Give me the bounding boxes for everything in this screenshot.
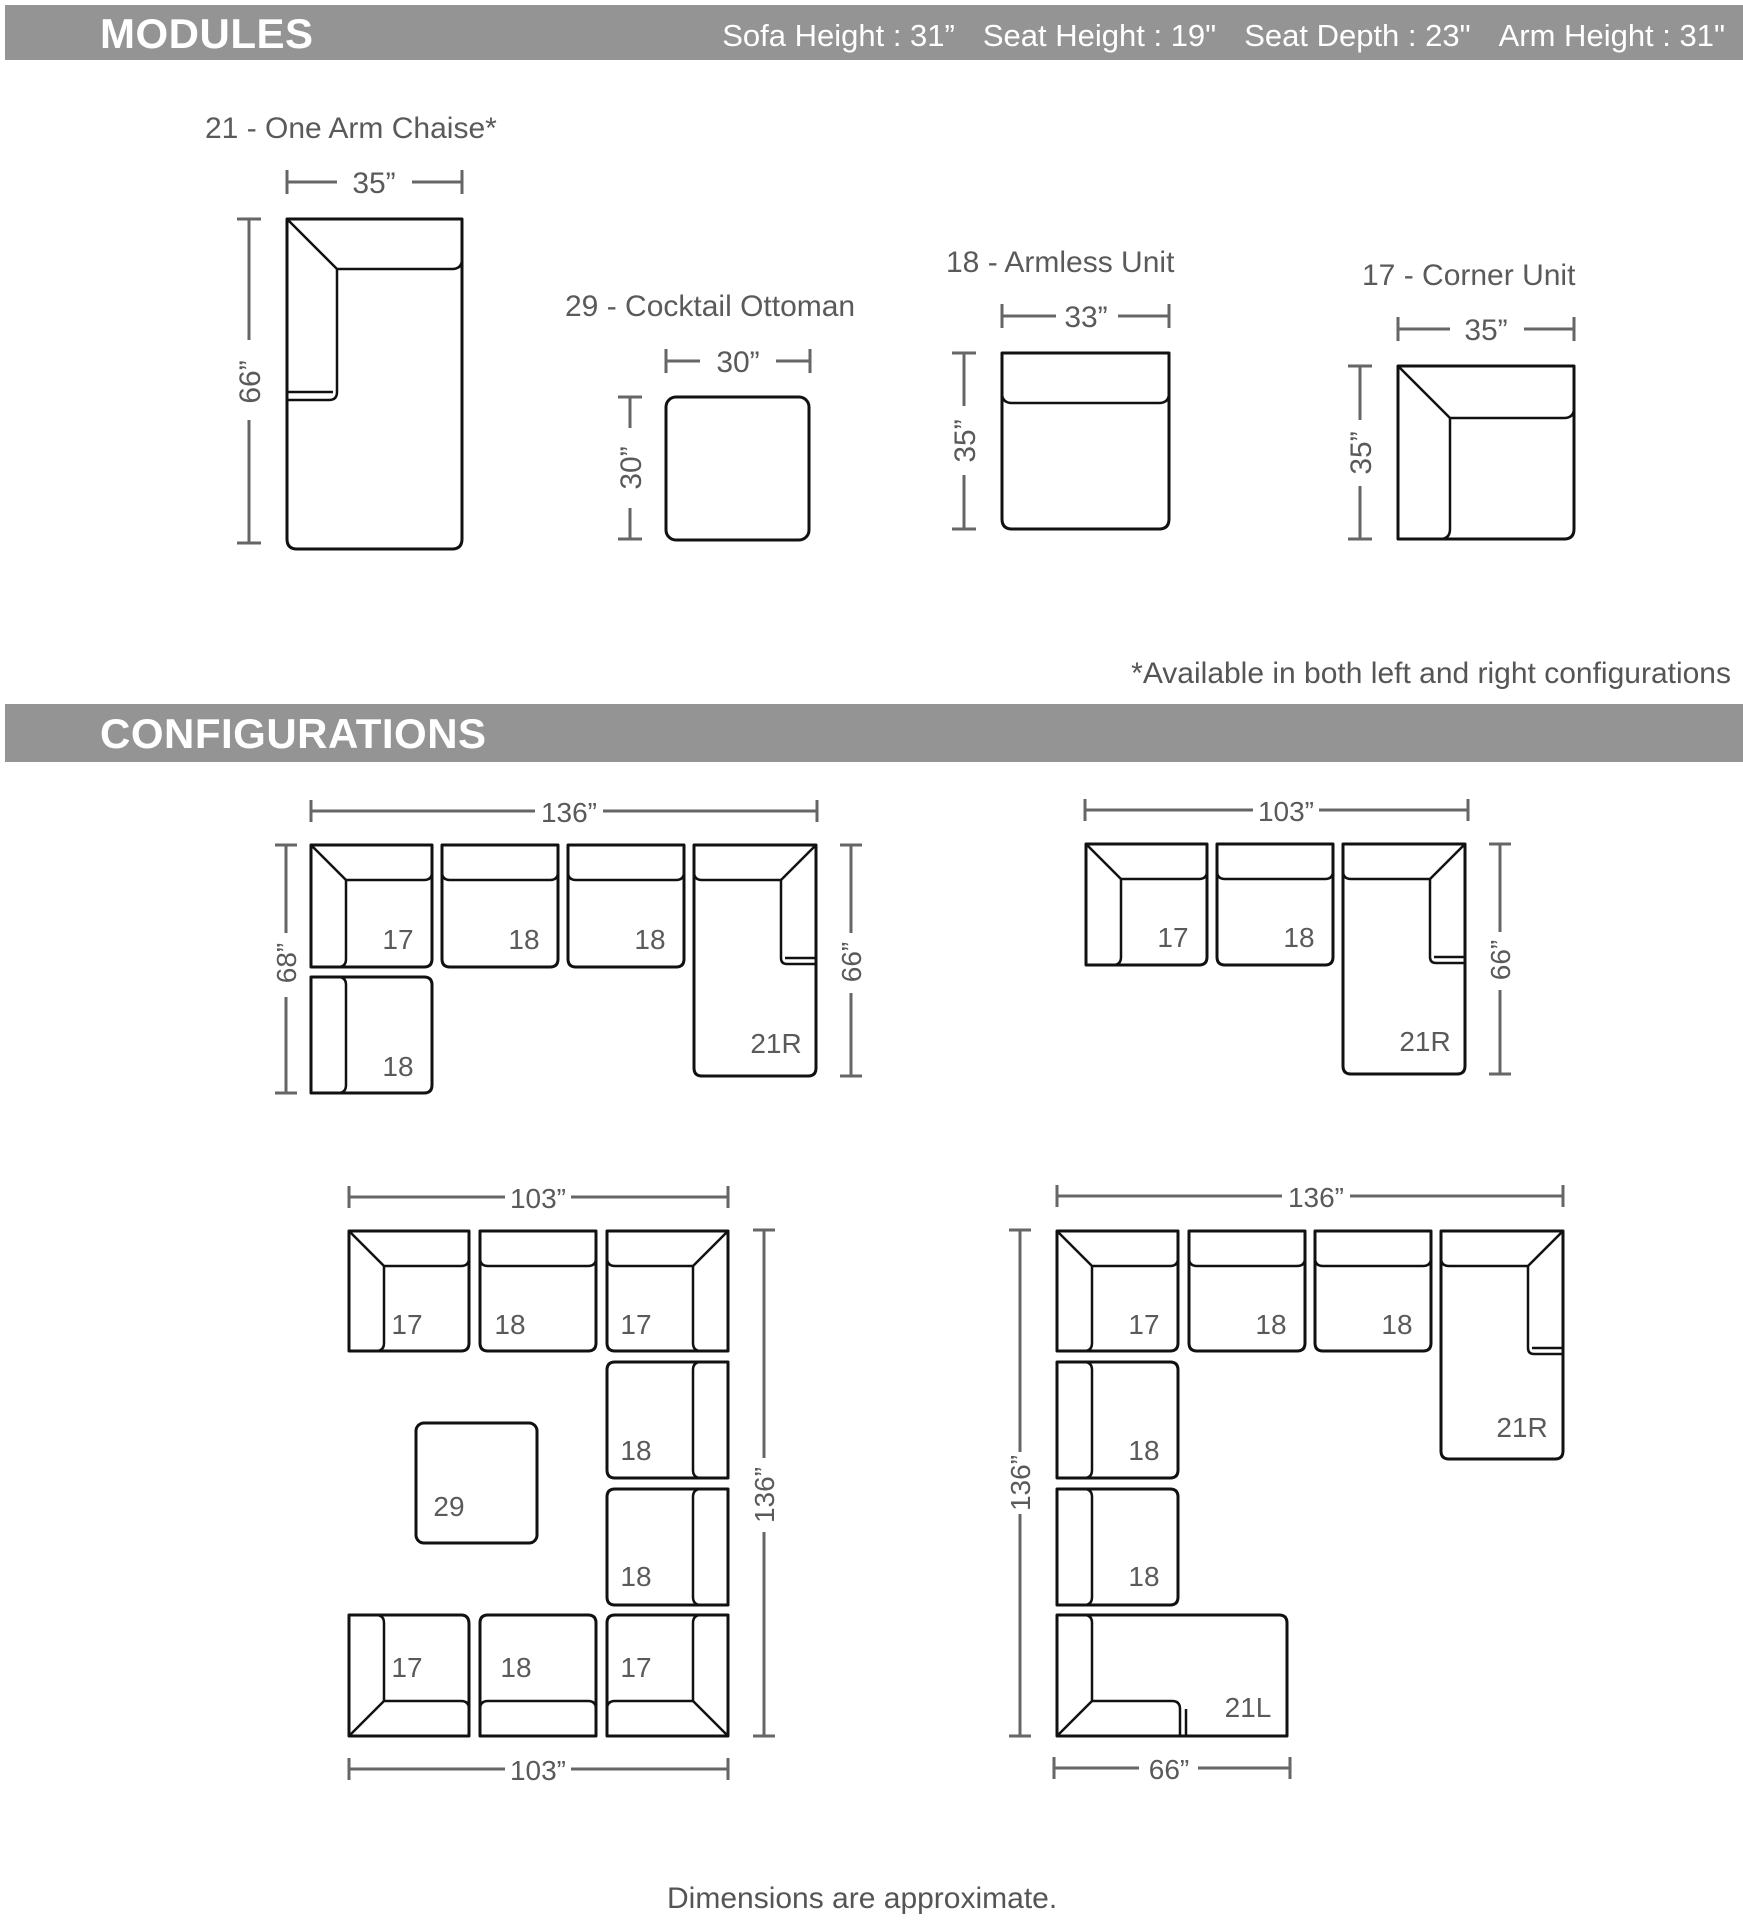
unit-21l — [1057, 1615, 1287, 1736]
unit-17 — [349, 1231, 469, 1351]
unit-label: 18 — [620, 1561, 652, 1592]
unit-17 — [311, 845, 432, 967]
chaise-shape — [287, 219, 462, 549]
unit-label: 18 — [634, 924, 666, 955]
unit-17 — [349, 1615, 469, 1736]
unit-label: 18 — [508, 924, 540, 955]
ottoman-shape — [666, 397, 809, 540]
width-dimension — [1398, 314, 1574, 347]
unit-18 — [1057, 1489, 1178, 1605]
depth-label: 30” — [615, 446, 648, 490]
module-cocktail-ottoman — [565, 290, 855, 540]
unit-18 — [1189, 1231, 1305, 1351]
unit-label: 17 — [391, 1652, 423, 1683]
unit-21r — [694, 845, 816, 1076]
width-label: 103” — [1257, 796, 1315, 827]
right-depth-label: 66” — [836, 941, 867, 983]
unit-label: 21R — [750, 1028, 802, 1059]
configuration-2 — [1085, 796, 1516, 1074]
corner-shape — [1398, 366, 1574, 539]
unit-18 — [311, 977, 432, 1093]
left-depth-dimension — [1005, 1230, 1036, 1736]
unit-label: 21R — [1496, 1412, 1548, 1443]
module-armless-unit — [946, 246, 1175, 529]
module-label: 18 - Armless Unit — [946, 246, 1175, 279]
configuration-1 — [271, 797, 867, 1093]
top-width-label: 136” — [1287, 1182, 1345, 1213]
left-depth-dimension — [271, 845, 302, 1093]
configurations-title: CONFIGURATIONS — [100, 710, 487, 757]
width-label: 33” — [1064, 301, 1108, 334]
unit-21r — [1441, 1231, 1563, 1459]
unit-18 — [1057, 1362, 1178, 1478]
module-label: 21 - One Arm Chaise* — [205, 112, 497, 145]
top-width-label: 103” — [509, 1183, 567, 1214]
unit-label: 18 — [1381, 1309, 1413, 1340]
right-depth-label: 136” — [749, 1466, 780, 1524]
width-label: 136” — [540, 797, 598, 828]
top-width-dimension — [349, 1183, 728, 1214]
bottom-width-dimension — [349, 1755, 728, 1786]
unit-label: 17 — [391, 1309, 423, 1340]
configuration-3 — [349, 1183, 780, 1786]
unit-29 — [416, 1423, 537, 1543]
unit-label: 18 — [1128, 1435, 1160, 1466]
unit-label: 21R — [1399, 1026, 1451, 1057]
depth-label: 35” — [949, 419, 982, 463]
unit-label: 17 — [620, 1309, 652, 1340]
availability-note: *Available in both left and right configurations — [1131, 657, 1731, 690]
width-label: 35” — [1464, 314, 1508, 347]
right-depth-dimension — [836, 845, 867, 1076]
unit-label: 18 — [382, 1051, 414, 1082]
width-label: 30” — [716, 346, 760, 379]
right-depth-dimension — [749, 1230, 780, 1736]
unit-label: 17 — [1128, 1309, 1160, 1340]
width-label: 35” — [352, 167, 396, 200]
unit-18 — [607, 1362, 728, 1478]
depth-dimension — [949, 353, 982, 529]
left-depth-label: 68” — [271, 942, 302, 984]
unit-label: 21L — [1224, 1692, 1272, 1723]
unit-17 — [1057, 1231, 1178, 1351]
unit-label: 18 — [1128, 1561, 1160, 1592]
right-depth-label: 66” — [1485, 939, 1516, 981]
width-dimension — [287, 167, 462, 200]
depth-dimension — [615, 397, 648, 539]
unit-label: 18 — [494, 1309, 526, 1340]
unit-label: 18 — [620, 1435, 652, 1466]
seat-depth-spec: Seat Depth : 23" — [1244, 18, 1471, 53]
depth-dimension — [234, 219, 267, 543]
modules-title: MODULES — [100, 10, 314, 57]
armless-shape — [1002, 353, 1169, 529]
right-depth-dimension — [1485, 844, 1516, 1074]
left-depth-label: 136” — [1005, 1454, 1036, 1512]
bottom-width-dimension — [1054, 1754, 1290, 1785]
unit-18 — [1315, 1231, 1431, 1351]
module-label: 17 - Corner Unit — [1362, 259, 1576, 292]
unit-17 — [1086, 844, 1207, 965]
arm-height-spec: Arm Height : 31" — [1498, 18, 1725, 53]
unit-label: 18 — [1283, 922, 1315, 953]
module-corner-unit — [1345, 259, 1576, 539]
unit-18 — [1217, 844, 1333, 965]
unit-18 — [480, 1615, 596, 1736]
unit-21r — [1343, 844, 1465, 1074]
depth-dimension — [1345, 366, 1378, 539]
depth-label: 66” — [234, 360, 267, 404]
unit-label: 29 — [433, 1491, 465, 1522]
unit-label: 18 — [1255, 1309, 1287, 1340]
configuration-4 — [1005, 1182, 1563, 1785]
width-dimension — [311, 797, 817, 828]
footer-note: Dimensions are approximate. — [667, 1882, 1058, 1915]
width-dimension — [1085, 796, 1468, 827]
module-label: 29 - Cocktail Ottoman — [565, 290, 856, 323]
unit-label: 17 — [1157, 922, 1189, 953]
unit-18 — [607, 1489, 728, 1605]
width-dimension — [1002, 301, 1169, 334]
depth-label: 35” — [1345, 431, 1378, 475]
unit-17 — [607, 1231, 728, 1351]
bottom-width-label: 103” — [509, 1755, 567, 1786]
module-one-arm-chaise — [205, 112, 497, 549]
unit-18 — [568, 845, 684, 967]
unit-18 — [442, 845, 558, 967]
sofa-height-spec: Sofa Height : 31” — [722, 18, 955, 53]
unit-17 — [607, 1615, 728, 1736]
unit-label: 17 — [620, 1652, 652, 1683]
bottom-width-label: 66” — [1148, 1754, 1190, 1785]
top-width-dimension — [1057, 1182, 1563, 1213]
unit-label: 17 — [382, 924, 414, 955]
unit-18 — [480, 1231, 596, 1351]
unit-label: 18 — [500, 1652, 532, 1683]
width-dimension — [666, 346, 810, 379]
seat-height-spec: Seat Height : 19" — [982, 18, 1217, 53]
